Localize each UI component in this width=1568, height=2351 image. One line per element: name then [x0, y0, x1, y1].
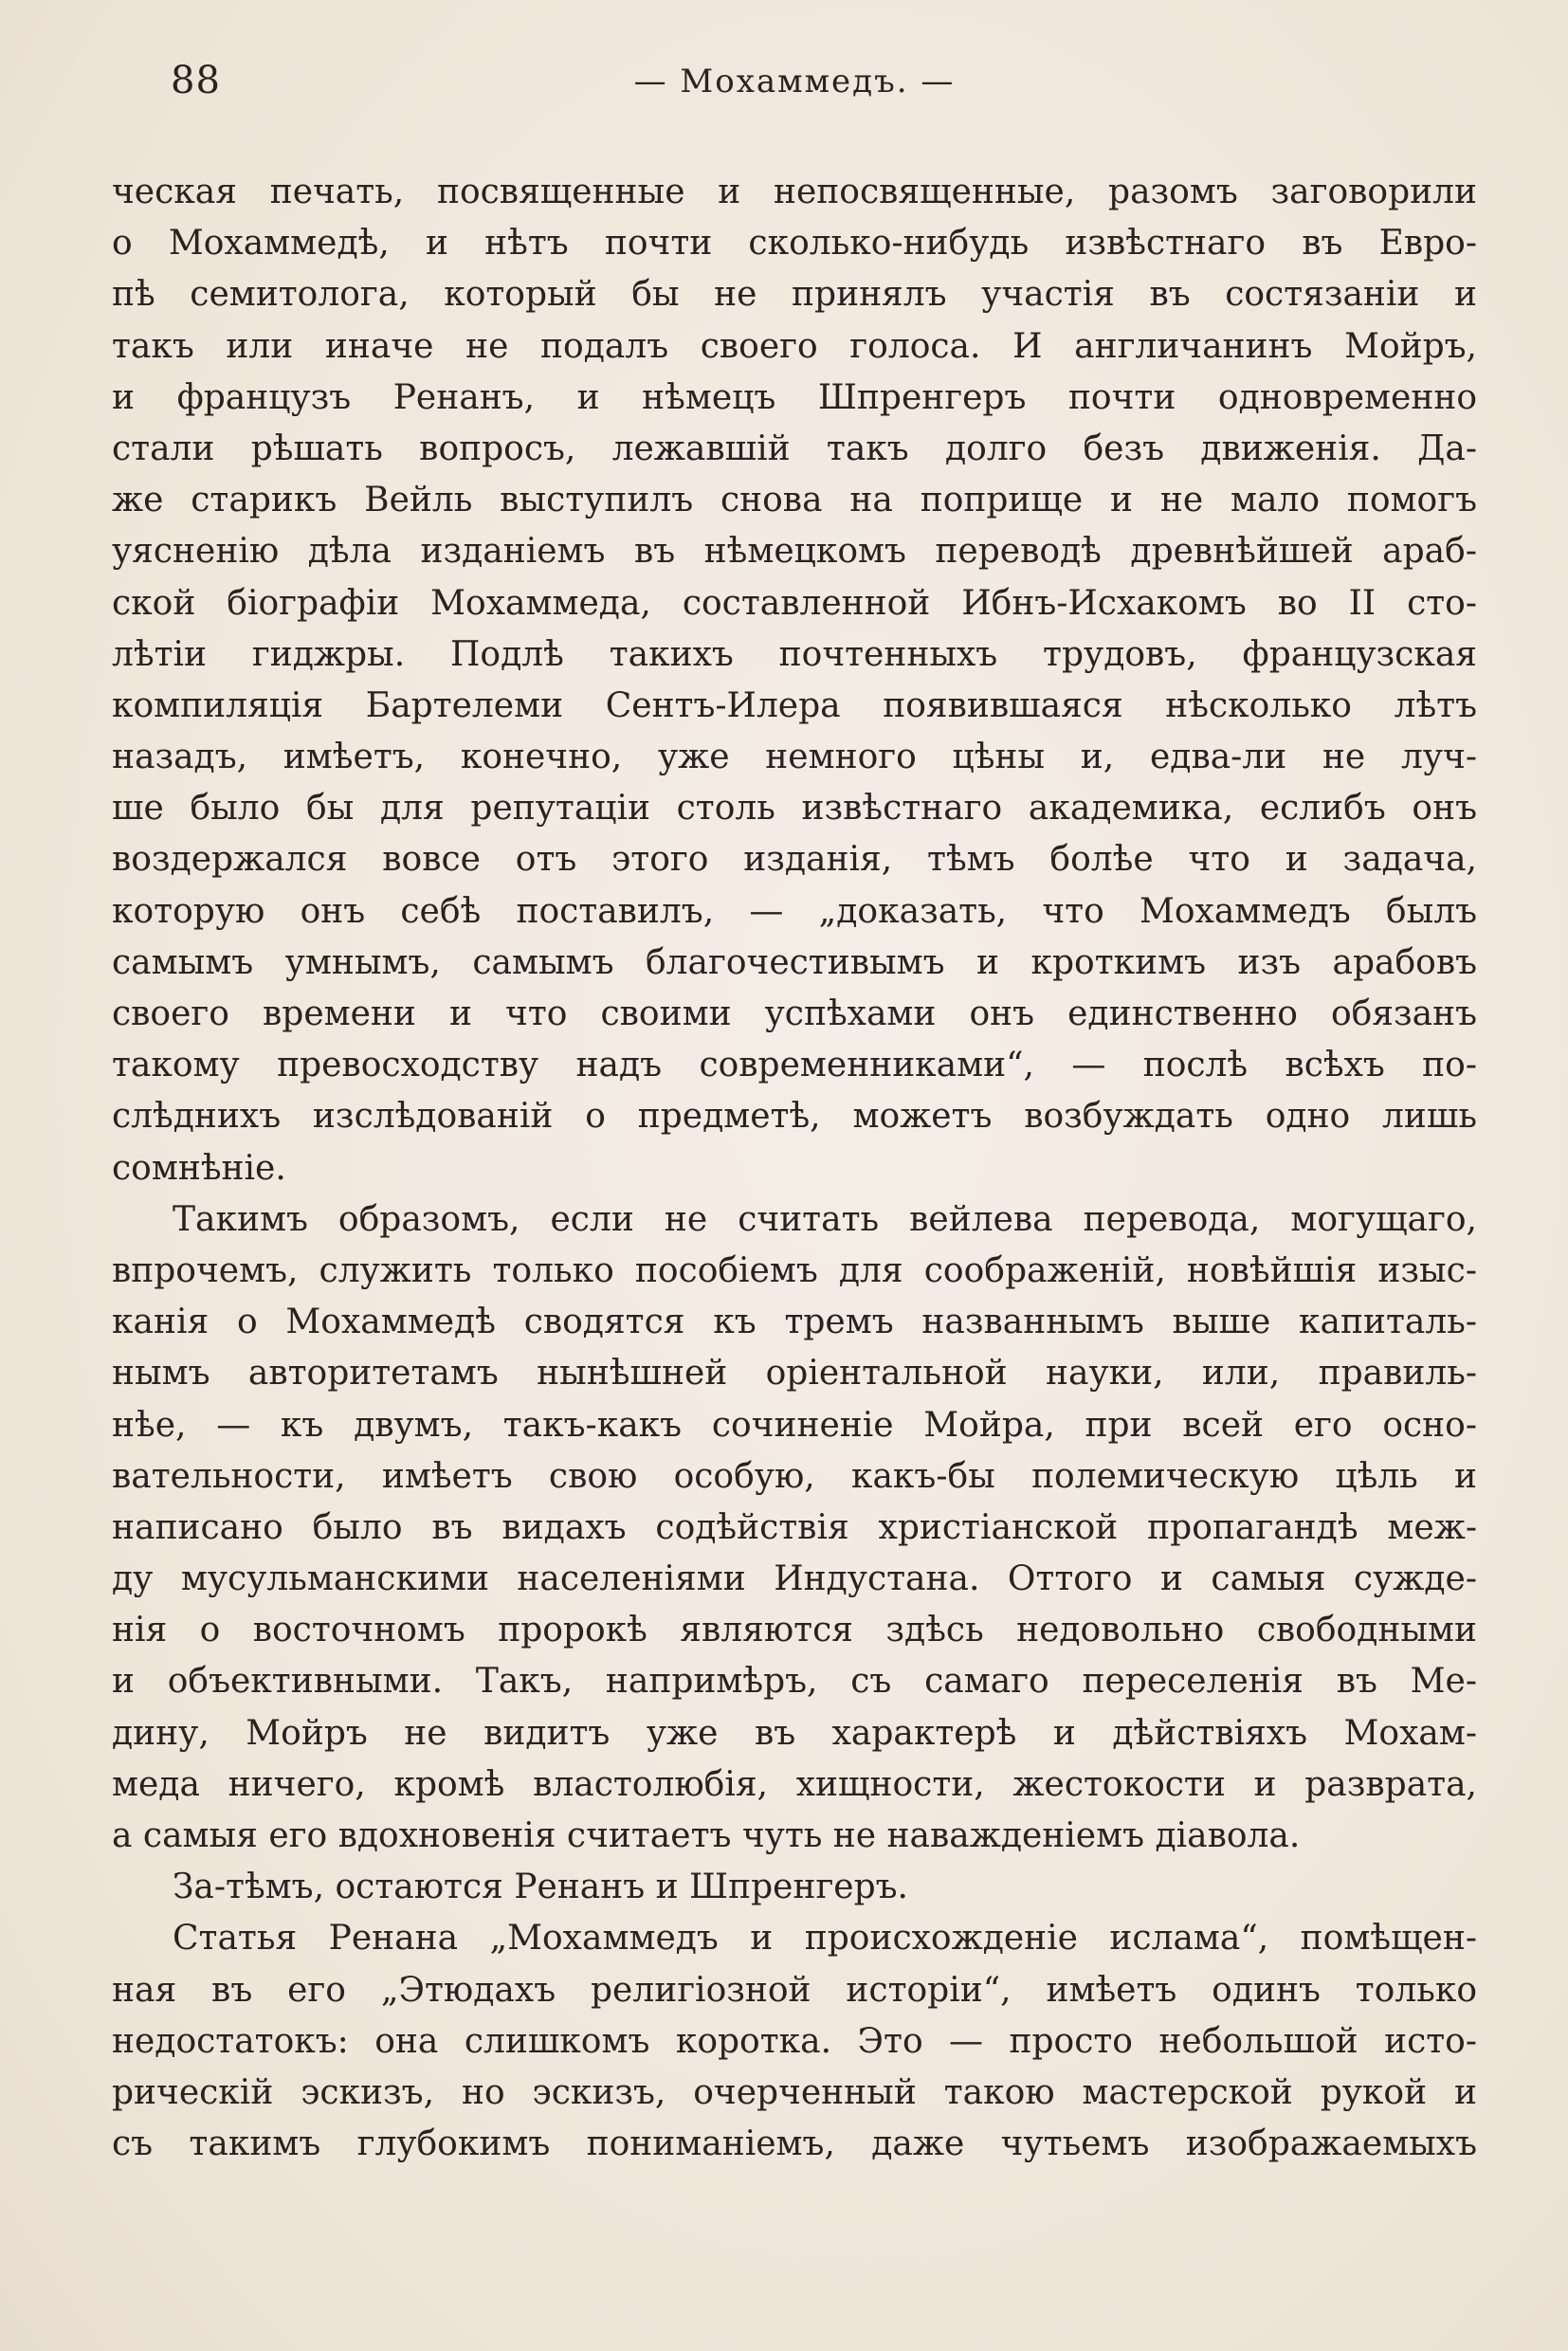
text-line: нія о восточномъ пророкѣ являются здѣсь недовольно свободными [112, 1611, 1477, 1650]
text-line: съ такимъ глубокимъ пониманіемъ, даже чутьемъ изображаемыхъ [112, 2124, 1477, 2164]
page-header [112, 59, 1477, 125]
text-line: компиляція Бартелеми Сентъ-Илера появившаяся нѣсколько лѣтъ [112, 685, 1477, 725]
text-line: такому превосходству надъ современниками“, — послѣ всѣхъ по- [112, 1046, 1477, 1085]
text-line: сомнѣніе. [112, 1148, 286, 1188]
text-line: нѣе, — къ двумъ, такъ-какъ сочиненіе Мойра, при всей его осно- [112, 1405, 1477, 1445]
text-line: Статья Ренана „Мохаммедъ и происхожденіе ислама“, помѣщен- [173, 1919, 1477, 1959]
text-line: написано было въ видахъ содѣйствія христіанской пропагандѣ меж- [112, 1507, 1477, 1547]
text-line: пѣ семитолога, который бы не принялъ участія въ состязаніи и [112, 275, 1477, 315]
text-line: впрочемъ, служить только пособіемъ для соображеній, новѣйшія изыс- [112, 1250, 1477, 1290]
text-line: меда ничего, кромѣ властолюбія, хищности, жестокости и разврата, [112, 1764, 1477, 1804]
text-line: ная въ его „Этюдахъ религіозной исторіи“, имѣетъ одинъ только [112, 1970, 1477, 2010]
text-line: ше было бы для репутаціи столь извѣстнаго академика, еслибъ онъ [112, 789, 1477, 829]
text-line: и французъ Ренанъ, и нѣмецъ Шпренгеръ почти одновременно [112, 377, 1477, 417]
text-line: о Мохаммедѣ, и нѣтъ почти сколько-нибудь извѣстнаго въ Евро- [112, 224, 1477, 264]
text-line: которую онъ себѣ поставилъ, — „доказать, что Мохаммедъ былъ [112, 891, 1477, 931]
text-line: своего времени и что своими успѣхами онъ единственно обязанъ [112, 994, 1477, 1033]
text-line: дину, Мойръ не видитъ уже въ характерѣ и дѣйствіяхъ Мохам- [112, 1713, 1477, 1753]
text-line: воздержался вовсе отъ этого изданія, тѣмъ болѣе что и задача, [112, 840, 1477, 880]
text-line: недостатокъ: она слишкомъ коротка. Это — просто небольшой исто- [112, 2021, 1477, 2061]
text-line: нымъ авторитетамъ нынѣшней оріентальной науки, или, правиль- [112, 1354, 1477, 1394]
text-line: слѣднихъ изслѣдованій о предметѣ, можетъ возбуждать одно лишь [112, 1097, 1477, 1137]
text-line: назадъ, имѣетъ, конечно, уже немного цѣны и, едва-ли не луч- [112, 738, 1477, 777]
text-line: За-тѣмъ, остаются Ренанъ и Шпренгеръ. [173, 1868, 909, 1907]
text-line: а самыя его вдохновенія считаетъ чуть не наважденіемъ діавола. [112, 1816, 1301, 1855]
text-line: Такимъ образомъ, если не считать вейлева перевода, могущаго, [173, 1199, 1477, 1239]
text-line: и объективными. Такъ, напримѣръ, съ самаго переселенія въ Ме- [112, 1662, 1477, 1702]
text-line: вательности, имѣетъ свою особую, какъ-бы полемическую цѣль и [112, 1456, 1477, 1496]
text-line: стали рѣшать вопросъ, лежавшій такъ долго безъ движенія. Да- [112, 428, 1477, 468]
text-line: ческая печать, посвященные и непосвященные, разомъ заговорили [112, 173, 1477, 211]
text-line: такъ или иначе не подалъ своего голоса. И англичанинъ Мойръ, [112, 326, 1477, 366]
body-text [112, 167, 1477, 2170]
text-line: канія о Мохаммедѣ сводятся къ тремъ названнымъ выше капиталь- [112, 1303, 1477, 1342]
page-number: 88 [171, 59, 221, 102]
text-line: же старикъ Вейль выступилъ снова на поприще и не мало помогъ [112, 481, 1477, 520]
text-line: ской біографіи Мохаммеда, составленной Ибнъ-Исхакомъ во II сто- [112, 583, 1477, 623]
text-line: самымъ умнымъ, самымъ благочестивымъ и кроткимъ изъ арабовъ [112, 942, 1477, 982]
text-line: ду мусульманскими населеніями Индустана. Оттого и самыя сужде- [112, 1559, 1477, 1599]
running-head: — Мохаммедъ. — [633, 63, 956, 100]
text-line: рическій эскизъ, но эскизъ, очерченный такою мастерской рукой и [112, 2072, 1477, 2112]
text-line: уясненію дѣла изданіемъ въ нѣмецкомъ переводѣ древнѣйшей араб- [112, 532, 1477, 572]
text-line: лѣтіи гиджры. Подлѣ такихъ почтенныхъ трудовъ, французская [112, 634, 1477, 674]
